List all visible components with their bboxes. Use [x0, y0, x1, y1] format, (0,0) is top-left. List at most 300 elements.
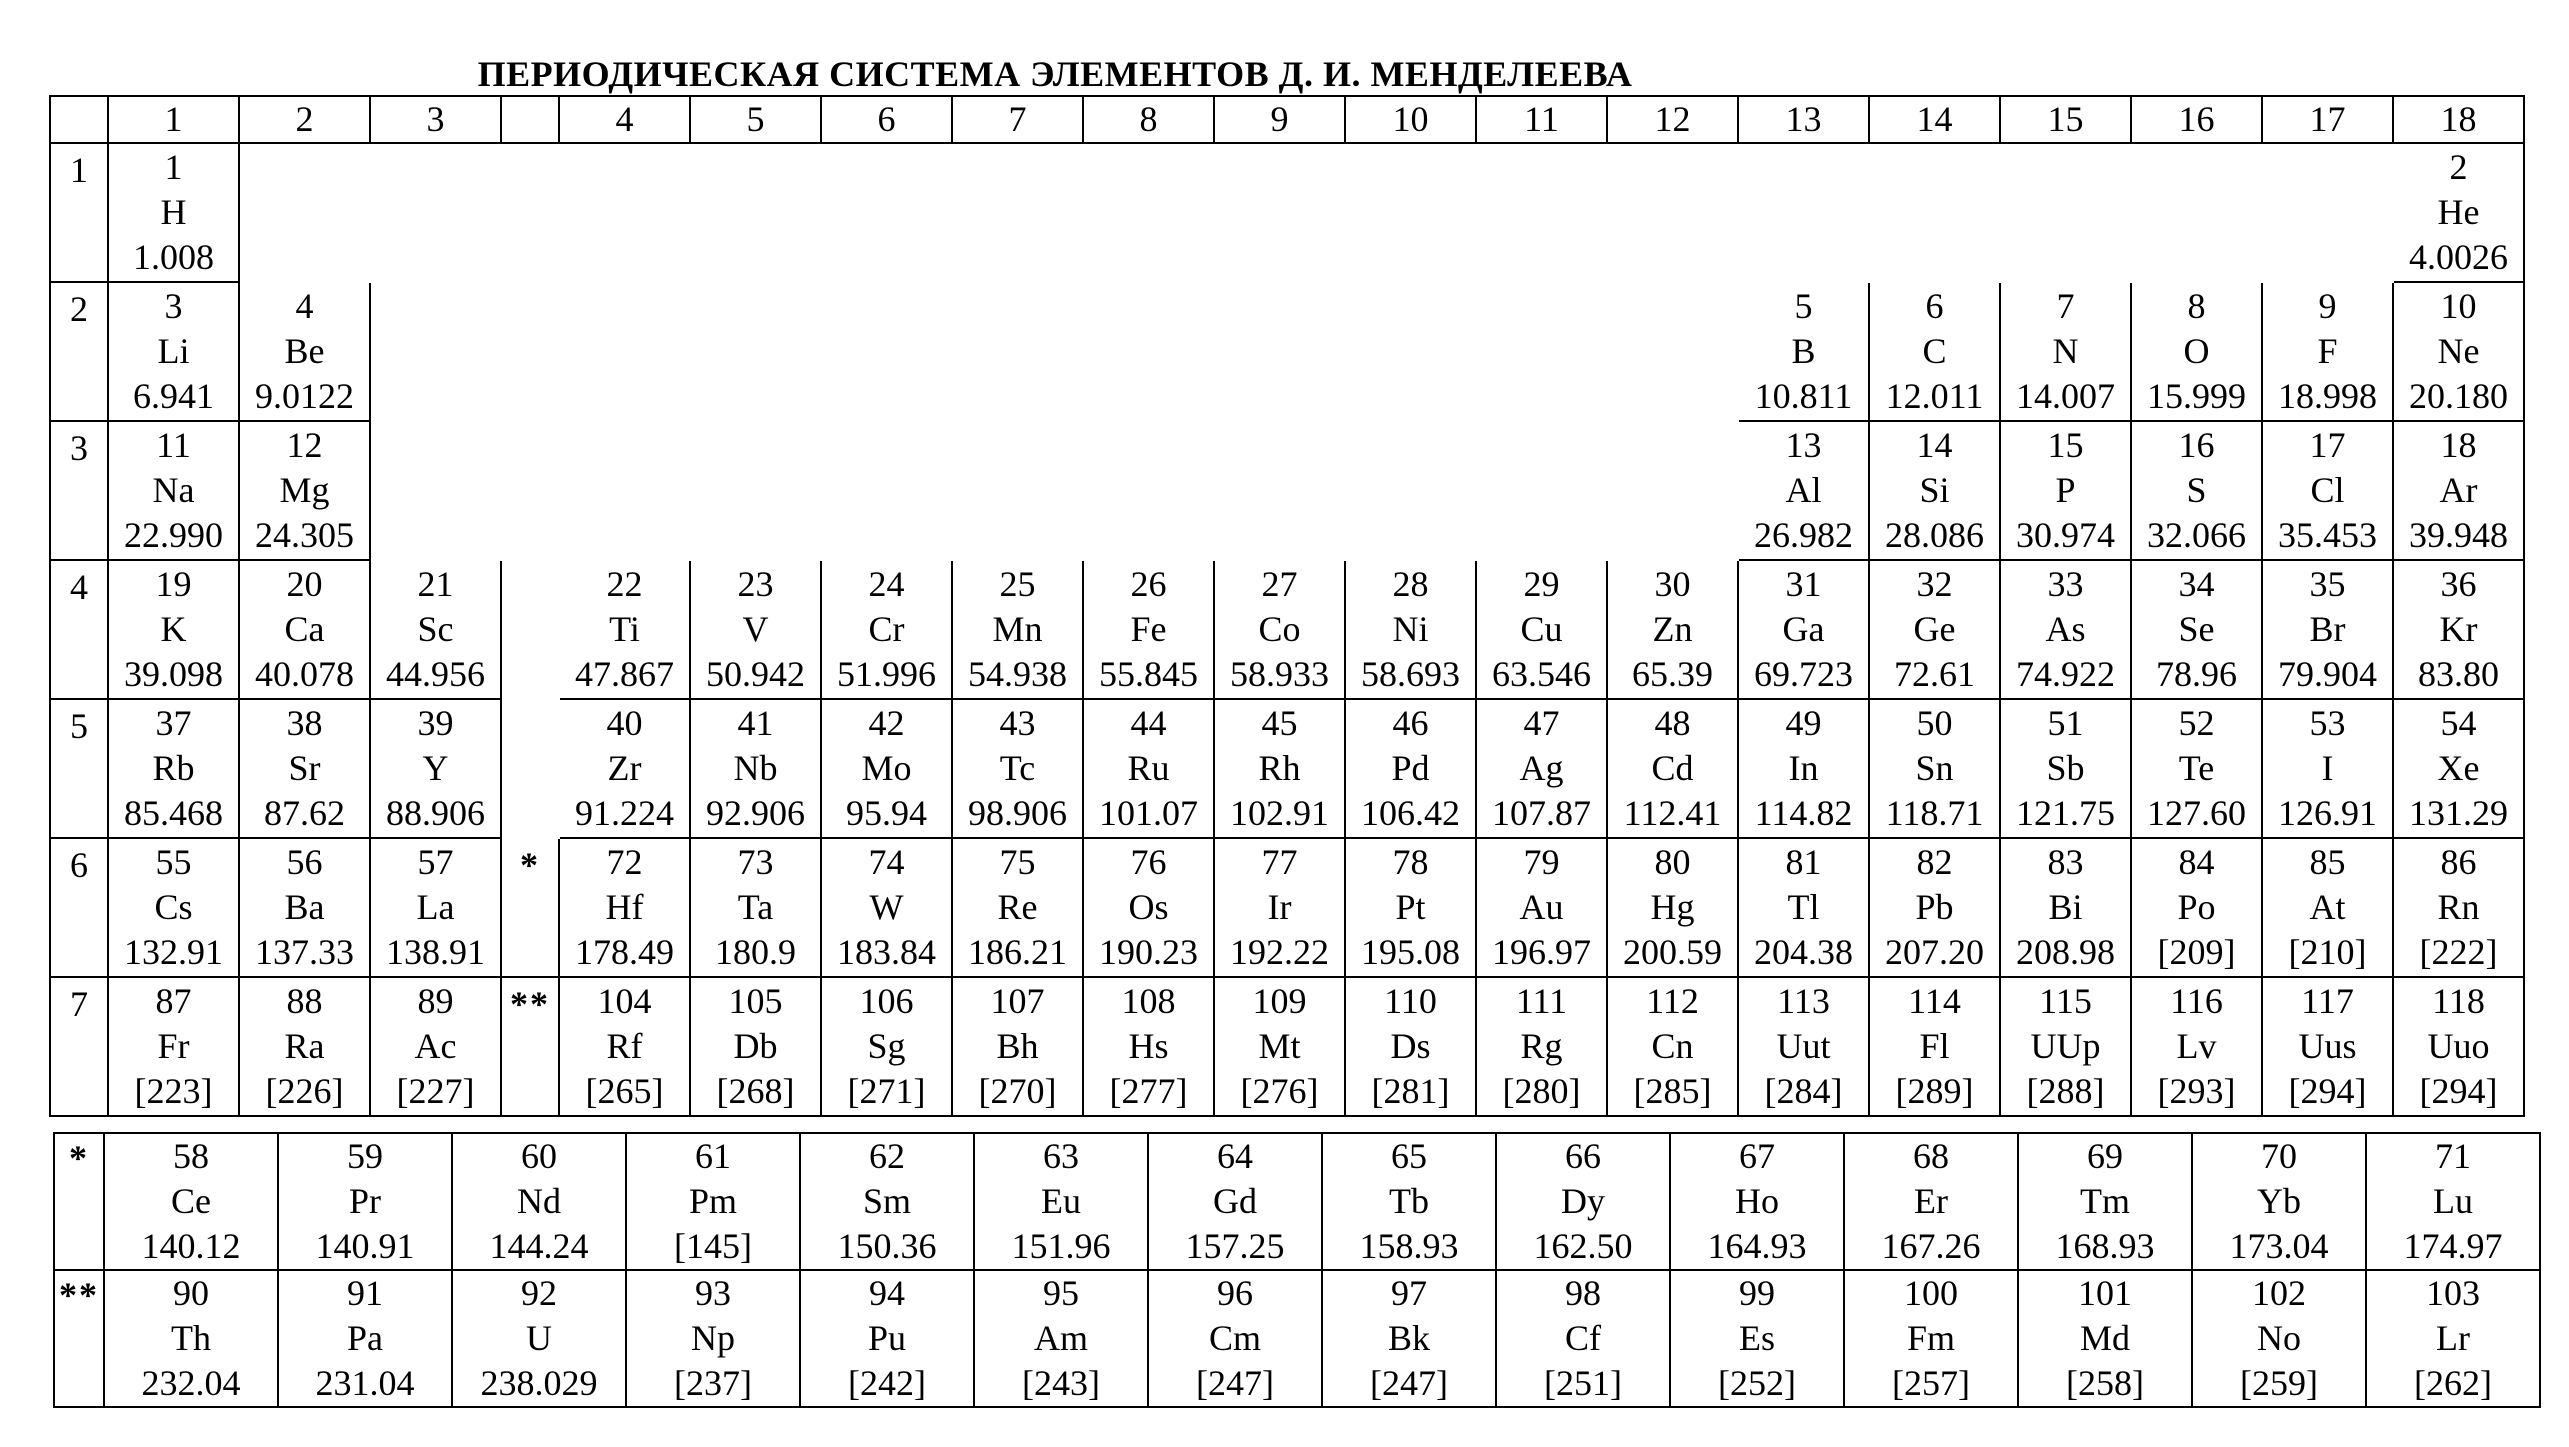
- atomic-number: 82: [1916, 842, 1953, 882]
- element-cell-rf: [559, 977, 690, 1116]
- element-cell-cr: [821, 560, 952, 699]
- atomic-number: 110: [1384, 981, 1437, 1021]
- element-cell-bi: [2000, 838, 2131, 977]
- element-symbol: Rh: [1258, 748, 1301, 788]
- element-cell-na: [108, 421, 239, 560]
- atomic-number: 94: [869, 1273, 905, 1313]
- atomic-mass: 18.998: [2278, 376, 2377, 416]
- element-cell-co: [1214, 560, 1345, 699]
- marker-header-cell: [501, 96, 559, 143]
- element-cell-sb: [2000, 699, 2131, 838]
- element-cell-si: [1869, 421, 2000, 560]
- atomic-number: 113: [1777, 981, 1830, 1021]
- element-cell-cm: [1148, 1270, 1322, 1407]
- period-number: 6: [50, 838, 108, 977]
- atomic-mass: [277]: [1109, 1071, 1188, 1111]
- element-cell-pa: [278, 1270, 452, 1407]
- atomic-number: 44: [1130, 703, 1167, 743]
- element-symbol: S: [2186, 470, 2207, 510]
- atomic-mass: 131.29: [2409, 793, 2508, 833]
- atomic-mass: 238.029: [480, 1363, 598, 1403]
- atomic-number: 96: [1217, 1273, 1253, 1313]
- period-number: 3: [50, 421, 108, 560]
- empty-cell: [370, 282, 1738, 421]
- atomic-number: 53: [2309, 703, 2346, 743]
- element-symbol: Pb: [1915, 887, 1954, 927]
- element-symbol: Cr: [868, 609, 905, 649]
- element-symbol: La: [416, 887, 455, 927]
- period-row: [50, 699, 2524, 838]
- element-symbol: Zn: [1652, 609, 1693, 649]
- atomic-mass: 91.224: [575, 793, 674, 833]
- element-cell-sg: [821, 977, 952, 1116]
- element-cell-as: [2000, 560, 2131, 699]
- element-cell-nb: [690, 699, 821, 838]
- element-cell-bk: [1322, 1270, 1496, 1407]
- element-cell-u: [452, 1270, 626, 1407]
- atomic-mass: 20.180: [2409, 376, 2508, 416]
- atomic-mass: 173.04: [2229, 1226, 2329, 1266]
- element-cell-er: [1844, 1133, 2018, 1270]
- atomic-mass: [258]: [2066, 1363, 2144, 1403]
- period-number: 4: [50, 560, 108, 699]
- element-symbol: Cn: [1651, 1026, 1694, 1066]
- element-cell-md: [2018, 1270, 2192, 1407]
- atomic-mass: 85.468: [124, 793, 223, 833]
- atomic-mass: 72.61: [1894, 654, 1975, 694]
- period-row: [50, 560, 2524, 699]
- element-symbol: Th: [171, 1318, 211, 1358]
- element-symbol: Pm: [688, 1181, 738, 1221]
- atomic-mass: 35.453: [2278, 515, 2377, 555]
- element-symbol: Er: [1914, 1181, 1948, 1221]
- element-symbol: Fm: [1906, 1318, 1956, 1358]
- atomic-number: 25: [999, 564, 1036, 604]
- periodic-table: [49, 95, 2525, 1117]
- element-cell-n: [2000, 282, 2131, 421]
- element-cell-h: [108, 143, 239, 282]
- group-number: 17: [2262, 96, 2393, 143]
- element-cell-cd: [1607, 699, 1738, 838]
- atomic-number: 23: [737, 564, 774, 604]
- atomic-number: 56: [286, 842, 323, 882]
- element-symbol: K: [160, 609, 187, 649]
- atomic-mass: 195.08: [1361, 932, 1460, 972]
- element-symbol: Cf: [1565, 1318, 1601, 1358]
- element-symbol: Uus: [2298, 1026, 2357, 1066]
- element-symbol: Ir: [1267, 887, 1292, 927]
- element-symbol: F: [2317, 331, 2338, 371]
- element-symbol: O: [2183, 331, 2210, 371]
- element-cell-fe: [1083, 560, 1214, 699]
- atomic-mass: 78.96: [2156, 654, 2237, 694]
- atomic-mass: 112.41: [1623, 793, 1722, 833]
- element-symbol: Br: [2309, 609, 2346, 649]
- element-cell-f: [2262, 282, 2393, 421]
- element-symbol: Hf: [605, 887, 644, 927]
- atomic-number: 80: [1654, 842, 1691, 882]
- element-cell-li: [108, 282, 239, 421]
- atomic-number: 78: [1392, 842, 1429, 882]
- atomic-number: 17: [2309, 425, 2346, 465]
- atomic-number: 116: [2170, 981, 2223, 1021]
- element-symbol: Bh: [996, 1026, 1039, 1066]
- group-number: 2: [239, 96, 370, 143]
- atomic-number: 2: [2449, 147, 2468, 187]
- element-symbol: Sc: [417, 609, 454, 649]
- element-cell-ga: [1738, 560, 1869, 699]
- element-symbol: As: [2045, 609, 2086, 649]
- atomic-number: 29: [1523, 564, 1560, 604]
- element-symbol: Tc: [999, 748, 1036, 788]
- atomic-mass: 192.22: [1230, 932, 1329, 972]
- atomic-mass: [284]: [1764, 1071, 1843, 1111]
- atomic-mass: 39.098: [124, 654, 223, 694]
- element-symbol: Co: [1258, 609, 1301, 649]
- atomic-number: 46: [1392, 703, 1429, 743]
- atomic-mass: 151.96: [1011, 1226, 1111, 1266]
- atomic-mass: 47.867: [575, 654, 674, 694]
- element-symbol: Ce: [171, 1181, 211, 1221]
- atomic-number: 71: [2435, 1136, 2471, 1176]
- lanthanides-row: [54, 1133, 2540, 1270]
- element-symbol: At: [2309, 887, 2346, 927]
- atomic-mass: 58.933: [1230, 654, 1329, 694]
- atomic-mass: [209]: [2157, 932, 2236, 972]
- element-symbol: Bk: [1387, 1318, 1430, 1358]
- atomic-number: 103: [2426, 1273, 2480, 1313]
- atomic-number: 47: [1523, 703, 1560, 743]
- atomic-mass: [223]: [134, 1071, 213, 1111]
- atomic-mass: 114.82: [1754, 793, 1853, 833]
- element-cell-uus: [2262, 977, 2393, 1116]
- group-number: 15: [2000, 96, 2131, 143]
- atomic-mass: [265]: [585, 1071, 664, 1111]
- atomic-number: 73: [737, 842, 774, 882]
- element-symbol: Ho: [1735, 1181, 1779, 1221]
- element-symbol: In: [1788, 748, 1819, 788]
- atomic-mass: 79.904: [2278, 654, 2377, 694]
- element-symbol: Ba: [284, 887, 325, 927]
- atomic-number: 41: [737, 703, 774, 743]
- atomic-number: 91: [347, 1273, 383, 1313]
- element-symbol: Lv: [2176, 1026, 2217, 1066]
- element-cell-tl: [1738, 838, 1869, 977]
- element-symbol: Hs: [1128, 1026, 1169, 1066]
- element-cell-pu: [800, 1270, 974, 1407]
- atomic-mass: 190.23: [1099, 932, 1198, 972]
- element-symbol: Te: [2178, 748, 2215, 788]
- element-symbol: Cm: [1208, 1318, 1261, 1358]
- empty-cell: [501, 699, 559, 838]
- empty-cell: [239, 143, 2393, 282]
- element-symbol: P: [2055, 470, 2076, 510]
- element-cell-dy: [1496, 1133, 1670, 1270]
- atomic-mass: 137.33: [255, 932, 354, 972]
- element-symbol: Ni: [1392, 609, 1429, 649]
- atomic-mass: 30.974: [2016, 515, 2115, 555]
- atomic-number: 57: [417, 842, 454, 882]
- group-number: 12: [1607, 96, 1738, 143]
- atomic-mass: 144.24: [489, 1226, 589, 1266]
- element-cell-tb: [1322, 1133, 1496, 1270]
- element-symbol: Nb: [733, 748, 778, 788]
- atomic-number: 89: [417, 981, 454, 1021]
- element-symbol: Ra: [284, 1026, 325, 1066]
- atomic-mass: 15.999: [2147, 376, 2246, 416]
- element-symbol: Hg: [1650, 887, 1695, 927]
- element-cell-ge: [1869, 560, 2000, 699]
- atomic-number: 87: [155, 981, 192, 1021]
- atomic-number: 63: [1043, 1136, 1079, 1176]
- element-cell-ir: [1214, 838, 1345, 977]
- element-symbol: U: [526, 1318, 552, 1358]
- group-number: 14: [1869, 96, 2000, 143]
- atomic-mass: [257]: [1892, 1363, 1970, 1403]
- atomic-number: 37: [155, 703, 192, 743]
- atomic-number: 92: [521, 1273, 557, 1313]
- atomic-mass: 74.922: [2016, 654, 2115, 694]
- atomic-mass: [285]: [1633, 1071, 1712, 1111]
- atomic-number: 4: [295, 286, 314, 326]
- element-cell-o: [2131, 282, 2262, 421]
- element-symbol: Xe: [2437, 748, 2480, 788]
- element-symbol: Be: [284, 331, 325, 371]
- atomic-number: 109: [1252, 981, 1307, 1021]
- element-cell-mg: [239, 421, 370, 560]
- atomic-mass: [247]: [1370, 1363, 1448, 1403]
- atomic-mass: 24.305: [255, 515, 354, 555]
- atomic-number: 64: [1217, 1136, 1253, 1176]
- element-cell-os: [1083, 838, 1214, 977]
- atomic-mass: [270]: [978, 1071, 1057, 1111]
- atomic-number: 31: [1785, 564, 1822, 604]
- atomic-mass: [227]: [396, 1071, 475, 1111]
- atomic-number: 112: [1646, 981, 1699, 1021]
- atomic-mass: 231.04: [315, 1363, 415, 1403]
- period-number: 5: [50, 699, 108, 838]
- atomic-mass: [242]: [848, 1363, 926, 1403]
- atomic-mass: 168.93: [2055, 1226, 2155, 1266]
- atomic-mass: 140.12: [141, 1226, 241, 1266]
- atomic-number: 67: [1739, 1136, 1775, 1176]
- atomic-mass: 6.941: [133, 376, 214, 416]
- atomic-mass: 121.75: [2016, 793, 2115, 833]
- atomic-number: 48: [1654, 703, 1691, 743]
- element-cell-br: [2262, 560, 2393, 699]
- element-symbol: Ne: [2437, 331, 2480, 371]
- element-symbol: Rf: [606, 1026, 643, 1066]
- element-cell-pt: [1345, 838, 1476, 977]
- atomic-mass: 162.50: [1533, 1226, 1633, 1266]
- lanthanide-actinide-table: [53, 1132, 2541, 1408]
- element-cell-np: [626, 1270, 800, 1407]
- group-number: 18: [2393, 96, 2524, 143]
- atomic-mass: 186.21: [968, 932, 1067, 972]
- element-cell-v: [690, 560, 821, 699]
- atomic-mass: 95.94: [846, 793, 927, 833]
- element-cell-ds: [1345, 977, 1476, 1116]
- element-cell-zr: [559, 699, 690, 838]
- atomic-mass: 167.26: [1881, 1226, 1981, 1266]
- element-cell-cu: [1476, 560, 1607, 699]
- element-symbol: Pa: [347, 1318, 383, 1358]
- atomic-number: 115: [2039, 981, 2092, 1021]
- atomic-mass: 183.84: [837, 932, 936, 972]
- atomic-number: 55: [155, 842, 192, 882]
- atomic-number: 8: [2187, 286, 2206, 326]
- actinides-row: [54, 1270, 2540, 1407]
- element-cell-sr: [239, 699, 370, 838]
- atomic-number: 15: [2047, 425, 2084, 465]
- element-symbol: Pu: [867, 1318, 907, 1358]
- atomic-number: 30: [1654, 564, 1691, 604]
- element-symbol: Ta: [737, 887, 774, 927]
- element-cell-mt: [1214, 977, 1345, 1116]
- atomic-mass: [289]: [1895, 1071, 1974, 1111]
- element-cell-pr: [278, 1133, 452, 1270]
- atomic-number: 111: [1515, 981, 1568, 1021]
- atomic-mass: 44.956: [386, 654, 485, 694]
- atomic-mass: 83.80: [2418, 654, 2499, 694]
- atomic-number: 54: [2440, 703, 2477, 743]
- atomic-mass: 118.71: [1885, 793, 1984, 833]
- element-symbol: He: [2437, 192, 2480, 232]
- group-number: 6: [821, 96, 952, 143]
- atomic-mass: 55.845: [1099, 654, 1198, 694]
- atomic-number: 19: [155, 564, 192, 604]
- element-cell-ni: [1345, 560, 1476, 699]
- atomic-number: 38: [286, 703, 323, 743]
- page-title: ПЕРИОДИЧЕСКАЯ СИСТЕМА ЭЛЕМЕНТОВ Д. И. МЕНДЕЛЕЕВА: [477, 54, 1633, 94]
- atomic-mass: 22.990: [124, 515, 223, 555]
- atomic-mass: 32.066: [2147, 515, 2246, 555]
- element-cell-uuo: [2393, 977, 2524, 1116]
- period-number: 2: [50, 282, 108, 421]
- element-symbol: B: [1791, 331, 1816, 371]
- element-cell-kr: [2393, 560, 2524, 699]
- element-cell-sn: [1869, 699, 2000, 838]
- element-symbol: I: [2321, 748, 2334, 788]
- atomic-number: 107: [990, 981, 1045, 1021]
- atomic-number: 105: [728, 981, 783, 1021]
- element-symbol: Pt: [1395, 887, 1426, 927]
- atomic-number: 104: [597, 981, 652, 1021]
- group-number: 4: [559, 96, 690, 143]
- element-cell-i: [2262, 699, 2393, 838]
- group-header-row: [50, 96, 2524, 143]
- atomic-mass: [226]: [265, 1071, 344, 1111]
- element-symbol: Sg: [867, 1026, 906, 1066]
- element-symbol: Mg: [279, 470, 330, 510]
- element-symbol: V: [742, 609, 769, 649]
- atomic-number: 70: [2261, 1136, 2297, 1176]
- atomic-number: 69: [2087, 1136, 2123, 1176]
- atomic-number: 102: [2252, 1273, 2306, 1313]
- atomic-mass: [243]: [1022, 1363, 1100, 1403]
- element-cell-al: [1738, 421, 1869, 560]
- atomic-number: 40: [606, 703, 643, 743]
- element-symbol: Ru: [1127, 748, 1170, 788]
- element-cell-la: [370, 838, 501, 977]
- element-symbol: Ag: [1519, 748, 1564, 788]
- element-cell-lu: [2366, 1133, 2540, 1270]
- atomic-number: 32: [1916, 564, 1953, 604]
- element-cell-es: [1670, 1270, 1844, 1407]
- group-number: 16: [2131, 96, 2262, 143]
- element-symbol: Ga: [1782, 609, 1825, 649]
- atomic-mass: [251]: [1544, 1363, 1622, 1403]
- atomic-number: 12: [286, 425, 323, 465]
- element-symbol: Si: [1919, 470, 1950, 510]
- group-number: 7: [952, 96, 1083, 143]
- atomic-mass: 69.723: [1754, 654, 1853, 694]
- atomic-mass: 157.25: [1185, 1226, 1285, 1266]
- element-cell-am: [974, 1270, 1148, 1407]
- element-cell-ho: [1670, 1133, 1844, 1270]
- element-cell-at: [2262, 838, 2393, 977]
- element-symbol: Ti: [609, 609, 640, 649]
- element-cell-ba: [239, 838, 370, 977]
- element-cell-he: [2393, 143, 2524, 282]
- actinide-marker: **: [54, 1270, 104, 1407]
- element-cell-tm: [2018, 1133, 2192, 1270]
- atomic-mass: 4.0026: [2409, 237, 2508, 277]
- group-number: 10: [1345, 96, 1476, 143]
- atomic-number: 49: [1785, 703, 1822, 743]
- element-symbol: Os: [1128, 887, 1169, 927]
- atomic-number: 97: [1391, 1273, 1427, 1313]
- element-cell-ru: [1083, 699, 1214, 838]
- group-number: 5: [690, 96, 821, 143]
- element-symbol: Cd: [1651, 748, 1694, 788]
- atomic-number: 100: [1904, 1273, 1958, 1313]
- atomic-number: 50: [1916, 703, 1953, 743]
- element-cell-y: [370, 699, 501, 838]
- atomic-number: 21: [417, 564, 454, 604]
- element-cell-ne: [2393, 282, 2524, 421]
- atomic-mass: [271]: [847, 1071, 926, 1111]
- element-symbol: Zr: [607, 748, 642, 788]
- element-symbol: Np: [691, 1318, 735, 1358]
- element-symbol: W: [869, 887, 904, 927]
- element-symbol: UUp: [2030, 1026, 2101, 1066]
- atomic-mass: [222]: [2419, 932, 2498, 972]
- element-symbol: Y: [422, 748, 449, 788]
- atomic-number: 11: [156, 425, 191, 465]
- atomic-mass: 65.39: [1632, 654, 1713, 694]
- element-cell-eu: [974, 1133, 1148, 1270]
- element-cell-w: [821, 838, 952, 977]
- element-symbol: Db: [733, 1026, 778, 1066]
- element-symbol: Tm: [2080, 1181, 2130, 1221]
- atomic-mass: 138.91: [386, 932, 485, 972]
- atomic-mass: 106.42: [1361, 793, 1460, 833]
- corner-cell: [50, 96, 108, 143]
- element-cell-cl: [2262, 421, 2393, 560]
- element-symbol: Gd: [1213, 1181, 1257, 1221]
- atomic-number: 88: [286, 981, 323, 1021]
- element-symbol: Po: [2177, 887, 2216, 927]
- atomic-number: 74: [868, 842, 905, 882]
- element-cell-be: [239, 282, 370, 421]
- atomic-number: 77: [1261, 842, 1298, 882]
- atomic-mass: [262]: [2414, 1363, 2492, 1403]
- element-cell-se: [2131, 560, 2262, 699]
- atomic-mass: [252]: [1718, 1363, 1796, 1403]
- element-symbol: Lr: [2436, 1318, 2470, 1358]
- atomic-mass: 200.59: [1623, 932, 1722, 972]
